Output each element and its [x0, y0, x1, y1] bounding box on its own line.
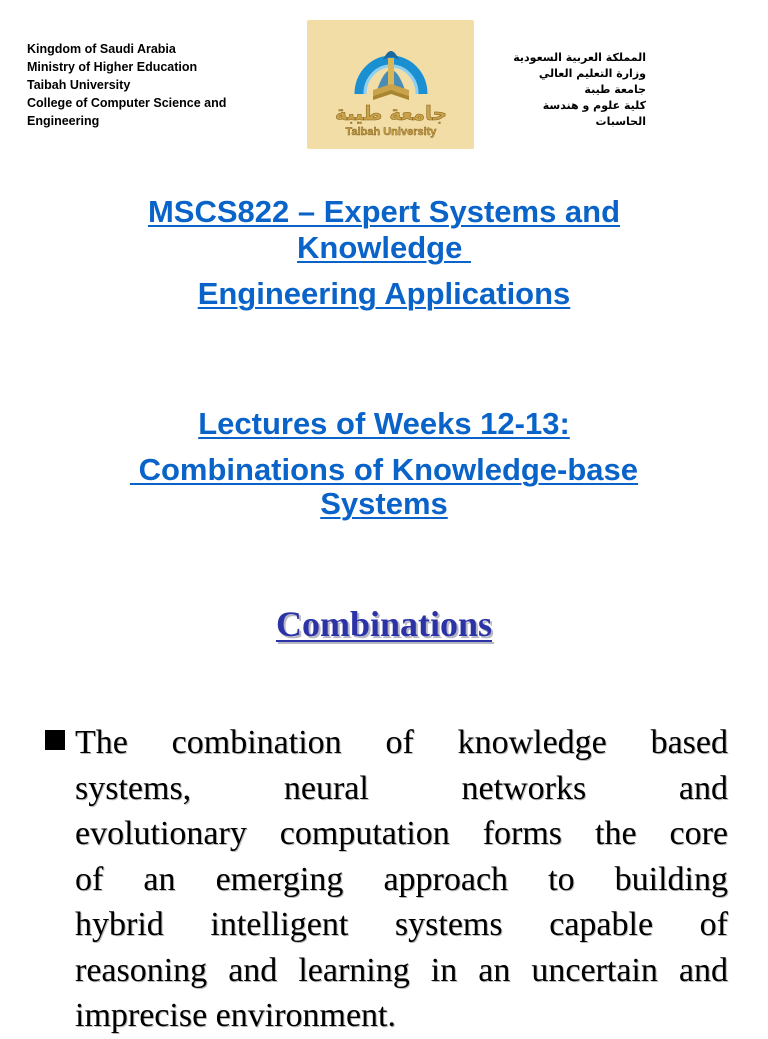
header-right-line: المملكة العربية السعودية [513, 51, 646, 64]
bullet-paragraph [75, 720, 728, 1039]
header-left-line: Ministry of Higher Education [27, 60, 198, 74]
header-right-line: وزارة التعليم العالي [538, 67, 646, 80]
paragraph-line: reasoning and learning in an uncertain and [75, 951, 728, 989]
lecture-topic [60, 453, 708, 521]
header-left-line: College of Computer Science and [27, 96, 227, 110]
logo-english-text: Taibah University [345, 126, 437, 138]
lecture-title-line: Lectures of Weeks 12-13: [198, 406, 570, 441]
lecture-title [60, 406, 708, 442]
taibah-university-logo [307, 20, 474, 149]
lecture-topic-line: Combinations of Knowledge-base [129, 452, 639, 487]
paragraph-line: hybrid intelligent systems capable of [75, 906, 728, 943]
university-emblem-icon [307, 20, 474, 149]
course-title-subtitle [60, 276, 708, 312]
logo-arabic-text: جامعة طيبة [335, 101, 447, 125]
paragraph-line: imprecise environment. [75, 997, 397, 1034]
lecture-topic-line: Systems [320, 486, 448, 521]
header-left-line: Kingdom of Saudi Arabia [27, 42, 176, 56]
paragraph-line: of an emerging approach to building [75, 860, 728, 898]
paragraph-line: evolutionary computation forms the core [75, 815, 728, 852]
course-title-line: MSCS822 – Expert Systems and [147, 194, 621, 229]
section-heading: Combinations [275, 604, 493, 644]
paragraph-line: systems, neural networks and [75, 769, 728, 807]
header-left-institution-info [27, 40, 287, 130]
header-right-arabic-info [498, 50, 646, 130]
header-right-line: جامعة طيبة [584, 83, 646, 96]
square-bullet-icon [45, 730, 65, 750]
course-title-line: Engineering Applications [197, 276, 571, 311]
paragraph-line: The combination of knowledge based [75, 724, 728, 761]
course-title-line: Knowledge [297, 230, 471, 265]
header-right-line: كلية علوم و هندسة الحاسبات [542, 99, 646, 128]
header-left-line: Taibah University [27, 78, 131, 92]
header-left-line: Engineering [27, 114, 100, 128]
course-title [60, 194, 708, 266]
